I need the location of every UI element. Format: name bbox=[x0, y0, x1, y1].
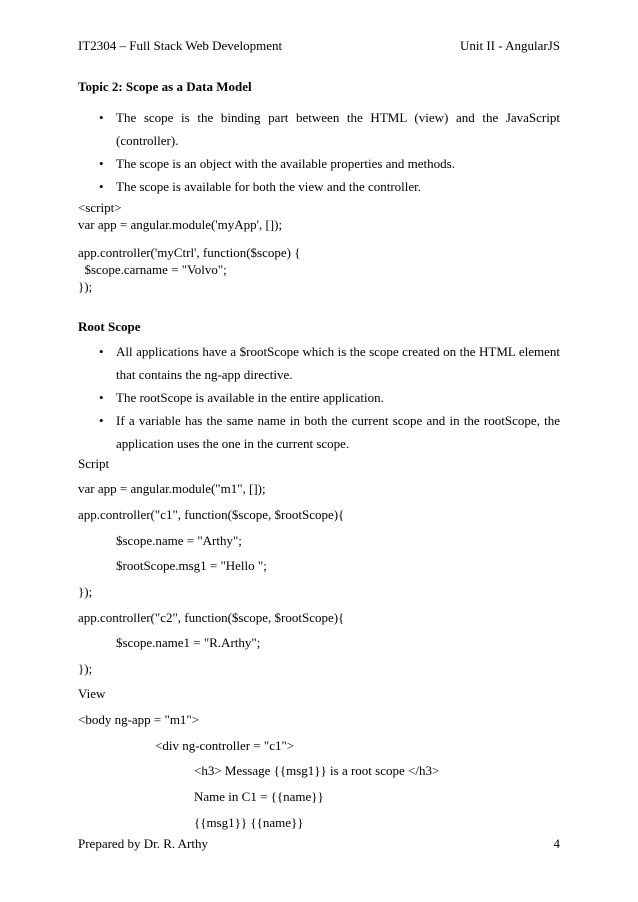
scope-bullet: • The scope is available for both the view and the controller. bbox=[78, 175, 560, 198]
scope-bullet: • The scope is the binding part between the HTML (view) and the JavaScript (controller). bbox=[78, 106, 560, 152]
code-line: <div ng-controller = "c1"> bbox=[155, 738, 295, 753]
code-line: $rootScope.msg1 = "Hello "; bbox=[116, 558, 267, 573]
code-line: <script> bbox=[78, 200, 122, 215]
code-line: app.controller('myCtrl', function($scope) { bbox=[78, 245, 301, 260]
root-bullet-list bbox=[78, 340, 560, 455]
bullet-icon: • bbox=[99, 413, 104, 428]
page-footer bbox=[78, 836, 560, 852]
root-scope-title: Root Scope bbox=[78, 319, 141, 334]
root-bullet: • The rootScope is available in the entire application. bbox=[78, 386, 560, 409]
code-line: }); bbox=[78, 584, 93, 599]
code-line: app.controller("c2", function($scope, $rootScope){ bbox=[78, 610, 345, 625]
topic-title: Topic 2: Scope as a Data Model bbox=[78, 79, 252, 94]
code-line: }); bbox=[78, 661, 93, 676]
header-course: IT2304 – Full Stack Web Development bbox=[78, 38, 283, 53]
code-line: app.controller("c1", function($scope, $rootScope){ bbox=[78, 507, 345, 522]
page-number: 4 bbox=[553, 836, 560, 851]
code-line: <h3> Message {{msg1}} is a root scope </h3> bbox=[194, 763, 440, 778]
code-line: }); bbox=[78, 279, 93, 294]
header-unit: Unit II - AngularJS bbox=[459, 38, 560, 53]
bullet-icon: • bbox=[99, 344, 104, 359]
bullet-icon: • bbox=[99, 179, 104, 194]
scope-bullet-list bbox=[78, 106, 560, 198]
bullet-icon: • bbox=[99, 110, 104, 125]
code-line: Name in C1 = {{name}} bbox=[194, 789, 324, 804]
bullet-icon: • bbox=[99, 156, 104, 171]
scope-bullet: • The scope is an object with the available properties and methods. bbox=[78, 152, 560, 175]
code-line: var app = angular.module('myApp', []); bbox=[78, 217, 283, 232]
root-bullet: • If a variable has the same name in both the current scope and in the rootScope, the application uses the one in the current scope. bbox=[78, 409, 560, 455]
code-line: $scope.name = "Arthy"; bbox=[116, 533, 242, 548]
code-line: $scope.name1 = "R.Arthy"; bbox=[116, 635, 261, 650]
code-line: <body ng-app = "m1"> bbox=[78, 712, 200, 727]
bullet-icon: • bbox=[99, 390, 104, 405]
code-line: {{msg1}} {{name}} bbox=[194, 815, 304, 830]
footer-author: Prepared by Dr. R. Arthy bbox=[78, 836, 208, 851]
code-line: $scope.carname = "Volvo"; bbox=[78, 262, 227, 277]
code-line: var app = angular.module("m1", []); bbox=[78, 481, 266, 496]
page-header bbox=[78, 38, 560, 54]
view-label: View bbox=[78, 686, 106, 701]
script-label: Script bbox=[78, 456, 110, 471]
root-bullet: • All applications have a $rootScope which is the scope created on the HTML element that contains the ng-app directive. bbox=[78, 340, 560, 386]
